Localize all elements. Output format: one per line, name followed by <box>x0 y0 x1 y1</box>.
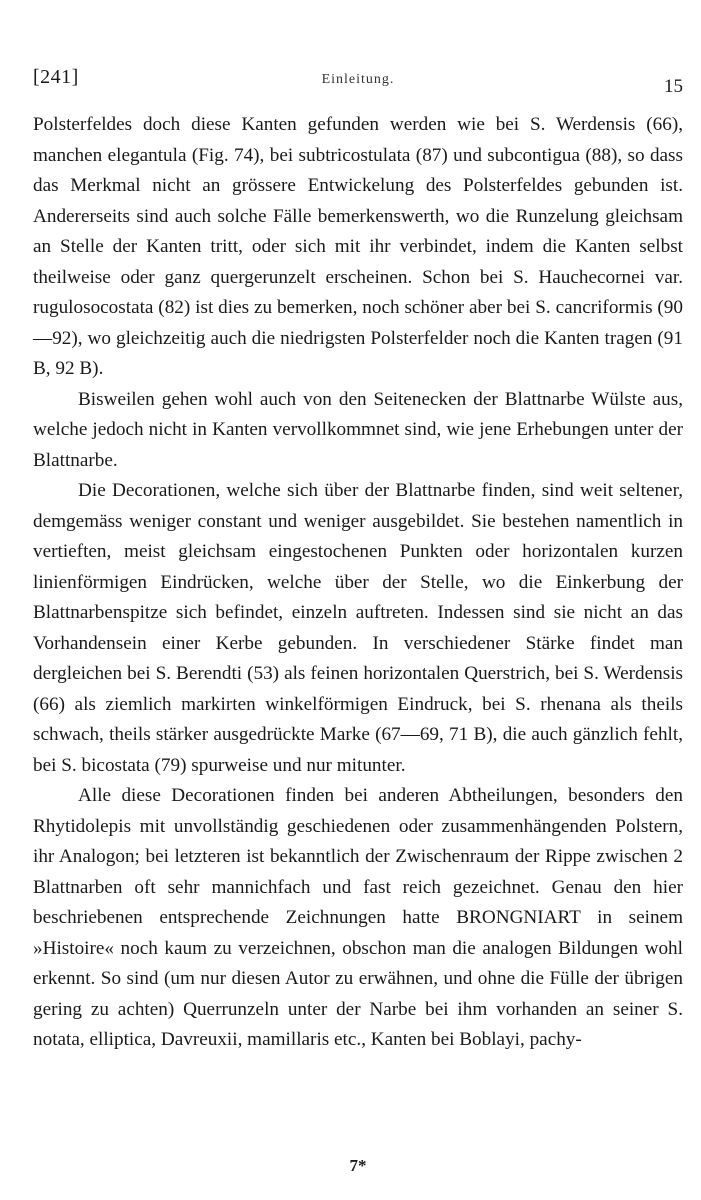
paragraph-4: Alle diese Decorationen finden bei anderen Abtheilungen, besonders den Rhytidolepis mit unvollständig geschiedenen oder zusammenhängenden Polstern, ihr Analogon; bei letzteren ist bekanntlich der Zwischenraum der Rippe zwischen 2 Blattnarben oft sehr mannichfach und fast reich gezeichnet. Genau den hier beschriebenen entsprechende Zeichnungen hatte BRONGNIART in seinem »Histoire« noch kaum zu verzeichnen, obschon man die analogen Bildungen wohl erkennt. So sind (um nur diesen Autor zu erwähnen, und ohne die Fülle der übrigen gering zu achten) Querrunzeln unter der Narbe bei ihm vorhanden an seiner S. notata, elliptica, Davreuxii, mamillaris etc., Kanten bei Boblayi, pachy- <box>33 785 683 1050</box>
signature-mark: 7* <box>349 1156 367 1175</box>
paragraph-3: Die Decorationen, welche sich über der Blattnarbe finden, sind weit seltener, demgemäss weniger constant und weniger ausgebildet. Sie bestehen namentlich in vertieften, meist gleichsam eingestochenen Punkten oder horizontalen kurzen linienförmigen Eindrücken, welche über der Stelle, wo die Einkerbung der Blattnarbenspitze sich befindet, einzeln auftreten. Indessen sind sie nicht an das Vorhandensein einer Kerbe gebunden. In verschiedener Stärke findet man dergleichen bei S. Berendti (53) als feinen horizontalen Querstrich, bei S. Werdensis (66) als ziemlich markirten winkelförmigen Eindruck, bei S. rhenana als theils schwach, theils stärker ausgedrückte Marke (67—69, 71 B), die auch gänzlich fehlt, bei S. bicostata (79) spurweise und nur mitunter. <box>33 480 683 776</box>
paragraph-1: Polsterfeldes doch diese Kanten gefunden werden wie bei S. Werdensis (66), manchen elegantula (Fig. 74), bei subtricostulata (87) und subcontigua (88), so dass das Merkmal nicht an grössere Entwickelung des Polsterfeldes gebunden ist. Andererseits sind auch solche Fälle bemerkenswerth, wo die Runzelung gleichsam an Stelle der Kanten tritt, oder sich mit ihr verbindet, indem die Kanten selbst theilweise oder ganz quergerunzelt erscheinen. Schon bei S. Hauchecornei var. rugulosocostata (82) ist dies zu bemerken, noch schöner aber bei S. cancriformis (90—92), wo gleichzeitig auch die niedrigsten Polsterfelder noch die Kanten tragen (91 B, 92 B). <box>33 114 683 379</box>
paragraph-2: Bisweilen gehen wohl auch von den Seitenecken der Blattnarbe Wülste aus, welche jedoch nicht in Kanten vervollkommnet sind, wie jene Erhebungen unter der Blattnarbe. <box>33 388 683 471</box>
document-page <box>33 60 683 1180</box>
page-header <box>33 60 683 100</box>
page-number: 15 <box>664 76 683 97</box>
body-text <box>33 110 683 1056</box>
running-title: Einleitung. <box>321 72 395 87</box>
bracketed-page-reference: [241] <box>33 66 79 88</box>
